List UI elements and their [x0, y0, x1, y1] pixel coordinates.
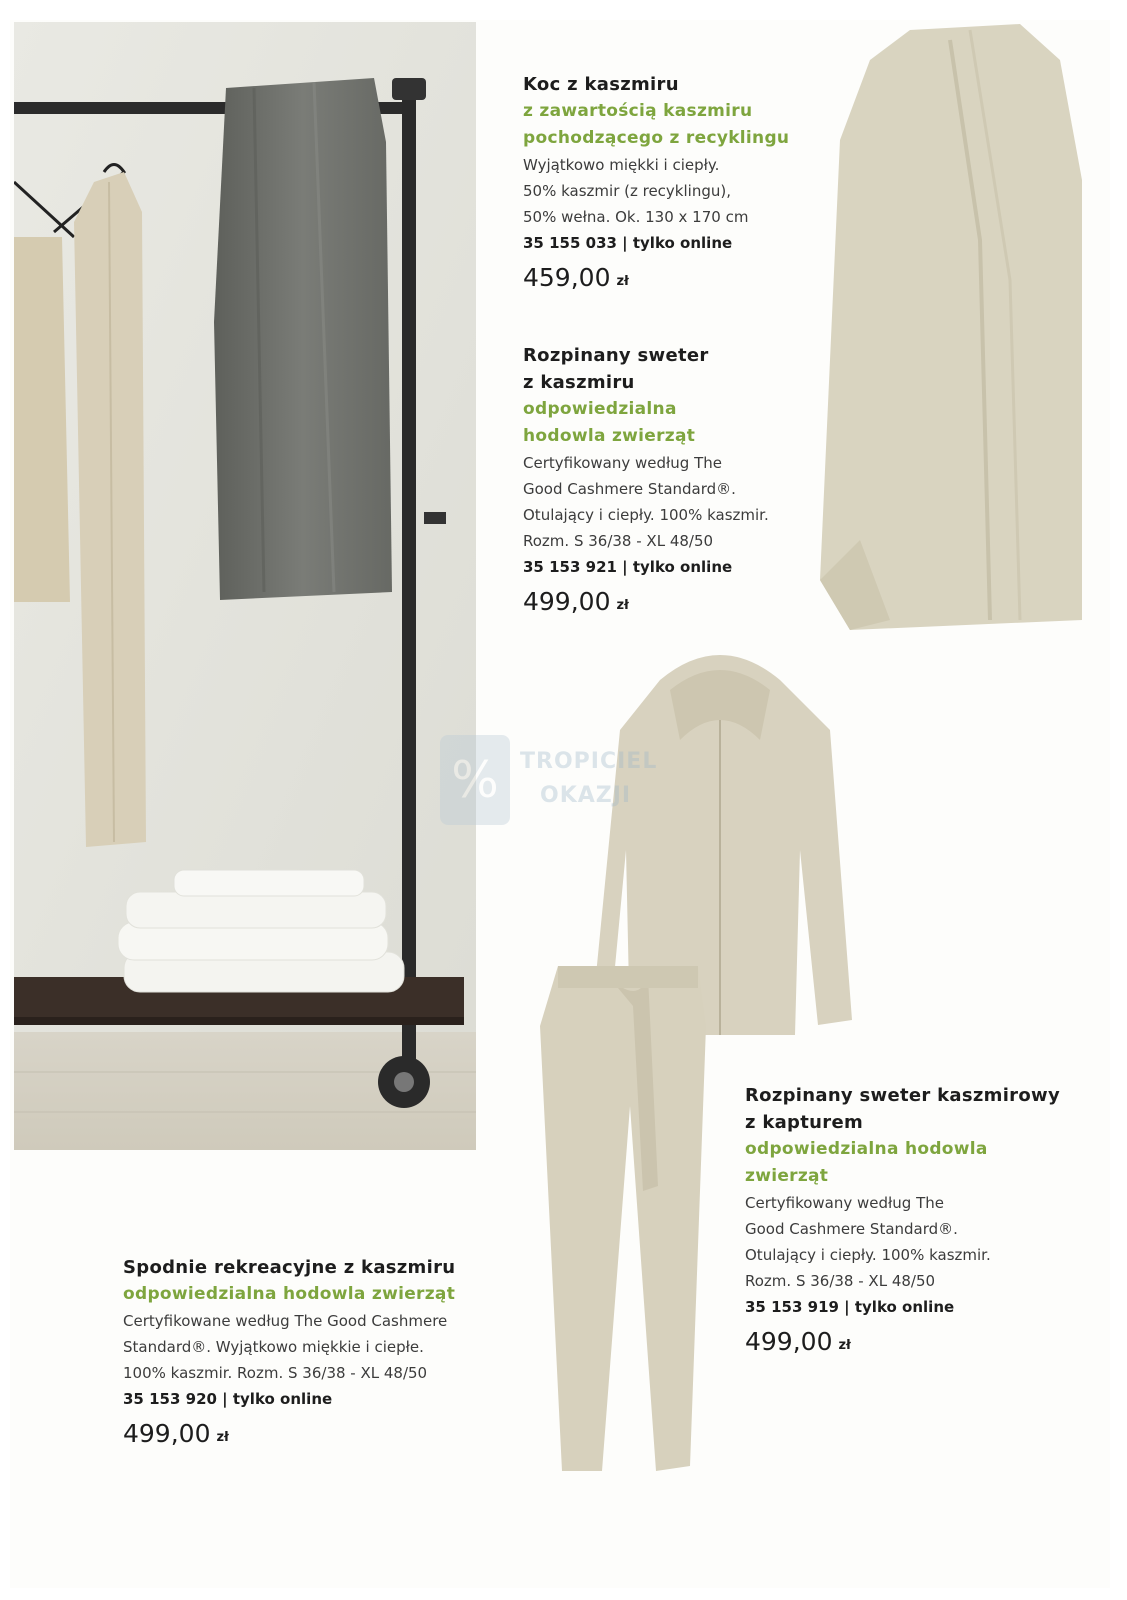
- product-code: 35 153 921 | tylko online: [523, 558, 733, 576]
- product-description: Standard®. Wyjątkowo miękkie i ciepłe.: [123, 1338, 424, 1356]
- watermark-line-2: OKAZJI: [540, 783, 632, 808]
- price-value: 499,00: [745, 1327, 833, 1356]
- product-eco-label: z zawartością kaszmiru: [523, 101, 753, 121]
- rack-pole: [402, 80, 416, 1090]
- price-currency: zł: [216, 1430, 229, 1445]
- product-cardigan: [523, 342, 823, 626]
- price-value: 499,00: [523, 587, 611, 616]
- product-eco-label: pochodzącego z recyklingu: [523, 128, 790, 148]
- product-eco-label: odpowiedzialna hodowla: [745, 1139, 988, 1159]
- product-hoodie: [745, 1082, 1085, 1366]
- price-value: 459,00: [523, 263, 611, 292]
- product-description: Otulający i ciepły. 100% kaszmir.: [745, 1246, 991, 1264]
- product-description: 50% wełna. Ok. 130 x 170 cm: [523, 208, 749, 226]
- product-description: Certyfikowany według The: [745, 1194, 944, 1212]
- watermark: [440, 735, 680, 825]
- product-description: Certyfikowane według The Good Cashmere: [123, 1312, 448, 1330]
- product-title: Spodnie rekreacyjne z kaszmiru: [123, 1257, 456, 1278]
- product-code: 35 155 033 | tylko online: [523, 234, 733, 252]
- product-price: [523, 258, 823, 302]
- product-eco-label: hodowla zwierząt: [523, 426, 696, 446]
- product-code: 35 153 920 | tylko online: [123, 1390, 333, 1408]
- folded-towels: [174, 870, 364, 896]
- product-title: Koc z kaszmiru: [523, 74, 679, 95]
- pants-image: [538, 966, 708, 1478]
- price-currency: zł: [616, 274, 629, 289]
- product-description: Certyfikowany według The: [523, 454, 722, 472]
- hanging-garment: [14, 237, 70, 602]
- grey-blanket: [214, 78, 392, 600]
- pants-photo: [538, 966, 708, 1478]
- product-eco-label: zwierząt: [745, 1166, 829, 1186]
- price-value: 499,00: [123, 1419, 211, 1448]
- product-blanket: [523, 71, 823, 302]
- watermark-line-1: TROPICIEL: [520, 749, 658, 774]
- product-description: 50% kaszmir (z recyklingu),: [523, 182, 731, 200]
- cardigan-image: [820, 20, 1086, 630]
- product-title: z kapturem: [745, 1112, 864, 1133]
- price-currency: zł: [616, 598, 629, 613]
- rack-photo: [14, 22, 476, 1150]
- product-eco-label: odpowiedzialna: [523, 399, 677, 419]
- product-description: 100% kaszmir. Rozm. S 36/38 - XL 48/50: [123, 1364, 428, 1382]
- product-price: [745, 1322, 1085, 1366]
- product-title: Rozpinany sweter: [523, 345, 709, 366]
- product-pants: [123, 1254, 523, 1458]
- product-description: Rozm. S 36/38 - XL 48/50: [523, 532, 714, 550]
- product-title: z kaszmiru: [523, 372, 635, 393]
- rack-scene: [14, 22, 476, 1150]
- product-description: Good Cashmere Standard®.: [745, 1220, 958, 1238]
- product-price: [523, 582, 823, 626]
- product-eco-label: odpowiedzialna hodowla zwierząt: [123, 1284, 456, 1304]
- percent-icon: [440, 735, 510, 825]
- product-title: Rozpinany sweter kaszmirowy: [745, 1085, 1060, 1106]
- product-description: Good Cashmere Standard®.: [523, 480, 736, 498]
- product-description: Rozm. S 36/38 - XL 48/50: [745, 1272, 936, 1290]
- product-price: [123, 1414, 523, 1458]
- product-description: Otulający i ciepły. 100% kaszmir.: [523, 506, 769, 524]
- product-description: Wyjątkowo miękki i ciepły.: [523, 156, 720, 174]
- price-currency: zł: [838, 1338, 851, 1353]
- cardigan-photo: [820, 20, 1086, 630]
- product-code: 35 153 919 | tylko online: [745, 1298, 955, 1316]
- svg-text:%: %: [451, 751, 499, 809]
